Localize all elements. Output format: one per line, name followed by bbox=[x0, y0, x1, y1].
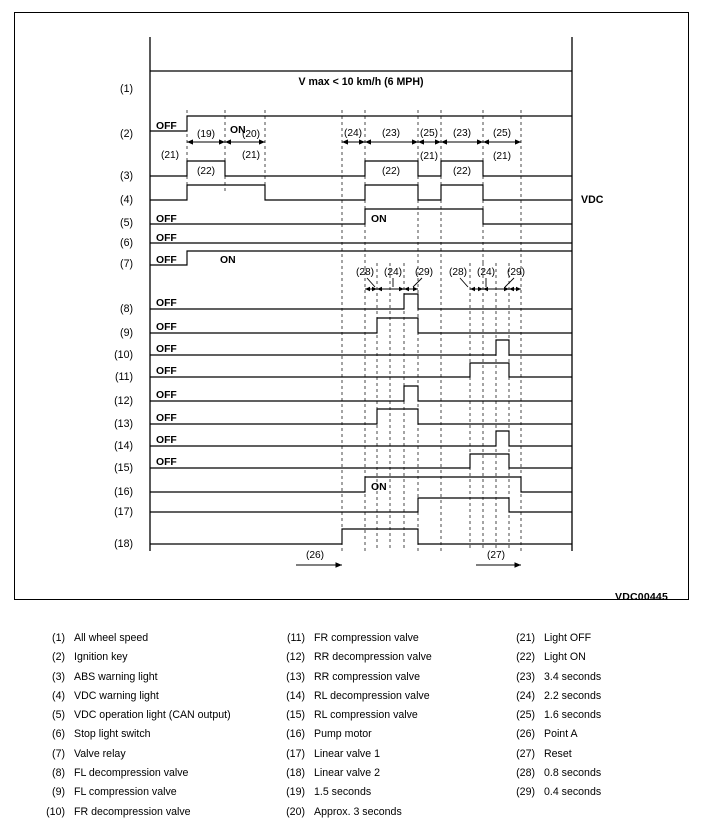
legend-number: (23) bbox=[516, 670, 535, 683]
legend-item bbox=[40, 651, 285, 670]
dimension-row-right bbox=[342, 128, 521, 145]
waveform-row-12 bbox=[150, 386, 572, 401]
row2-on-label: ON bbox=[230, 125, 246, 136]
legend-number: (21) bbox=[516, 632, 535, 644]
legend-number: (1) bbox=[52, 632, 65, 644]
row-label-14: (14) bbox=[114, 440, 133, 452]
row-label-3: (3) bbox=[120, 170, 133, 182]
legend-item bbox=[40, 806, 285, 825]
legend-text: VDC warning light bbox=[74, 689, 159, 702]
burst1-label-24: (24) bbox=[383, 267, 403, 278]
legend-number: (18) bbox=[286, 767, 305, 780]
legend-text: 1.6 seconds bbox=[544, 709, 602, 722]
legend-column-2 bbox=[280, 632, 505, 825]
row3-state-21a: (21) bbox=[160, 150, 180, 161]
legend-number: (25) bbox=[516, 709, 535, 722]
legend-column-3 bbox=[510, 632, 695, 806]
burst1-label-29: (29) bbox=[414, 267, 434, 278]
legend-item bbox=[280, 709, 505, 728]
legend-number: (10) bbox=[46, 805, 65, 818]
row3-state-21c: (21) bbox=[419, 151, 439, 162]
legend-text: 2.2 seconds bbox=[544, 689, 602, 702]
dim-label-20: (20) bbox=[241, 129, 261, 140]
legend-number: (2) bbox=[52, 651, 65, 664]
burst2-label-29: (29) bbox=[506, 267, 526, 278]
dim-label-19: (19) bbox=[196, 129, 216, 140]
legend-text: VDC operation light (CAN output) bbox=[74, 709, 231, 722]
legend-number: (20) bbox=[286, 805, 305, 818]
legend-item bbox=[280, 651, 505, 670]
legend-number: (3) bbox=[52, 670, 65, 683]
legend-text: 0.4 seconds bbox=[544, 786, 602, 799]
burst1-label-28: (28) bbox=[355, 267, 375, 278]
legend-item bbox=[40, 671, 285, 690]
dim-label-25a: (25) bbox=[419, 128, 439, 139]
legend-item bbox=[510, 632, 695, 651]
legend-item bbox=[280, 728, 505, 747]
legend-item bbox=[40, 786, 285, 805]
legend-number: (14) bbox=[286, 689, 305, 702]
legend-text: Ignition key bbox=[74, 651, 128, 664]
legend-item bbox=[40, 767, 285, 786]
legend-number: (12) bbox=[286, 651, 305, 664]
waveform-row-5 bbox=[150, 209, 572, 225]
legend-item bbox=[510, 728, 695, 747]
legend-text: RL decompression valve bbox=[314, 689, 430, 702]
legend-item bbox=[280, 632, 505, 651]
legend-number: (22) bbox=[516, 651, 535, 664]
waveform-row-14 bbox=[150, 431, 572, 446]
row3-state-21d: (21) bbox=[492, 151, 512, 162]
reset-annotation bbox=[476, 550, 521, 568]
legend-number: (7) bbox=[52, 747, 65, 760]
dimension-row-left bbox=[187, 129, 265, 145]
legend-text: FR compression valve bbox=[314, 632, 419, 644]
legend-number: (6) bbox=[52, 728, 65, 741]
waveform-row-6 bbox=[150, 233, 572, 244]
reset-label: (27) bbox=[486, 550, 506, 561]
row-label-8: (8) bbox=[120, 303, 133, 315]
dim-label-24a: (24) bbox=[343, 128, 363, 139]
legend-item bbox=[510, 651, 695, 670]
legend-number: (24) bbox=[516, 689, 535, 702]
legend-number: (26) bbox=[516, 728, 535, 741]
legend-text: Approx. 3 seconds bbox=[314, 805, 402, 818]
row-label-10: (10) bbox=[114, 349, 133, 361]
row6-off-label: OFF bbox=[156, 233, 177, 244]
dim-label-23a: (23) bbox=[381, 128, 401, 139]
legend-text: Light OFF bbox=[544, 632, 592, 644]
legend-number: (28) bbox=[516, 767, 535, 780]
legend-item bbox=[280, 671, 505, 690]
timing-chart-frame bbox=[14, 12, 689, 603]
header-vmax-note: V max < 10 km/h (6 MPH) bbox=[298, 76, 424, 88]
legend-item bbox=[280, 767, 505, 786]
burst-annotation-1 bbox=[356, 267, 433, 291]
timing-chart-svg bbox=[15, 13, 690, 601]
legend-item bbox=[40, 728, 285, 747]
legend-text: 1.5 seconds bbox=[314, 786, 372, 799]
row-label-12: (12) bbox=[114, 395, 133, 407]
row8-off-label: OFF bbox=[156, 298, 177, 309]
legend-item bbox=[280, 786, 505, 805]
legend-item bbox=[510, 671, 695, 690]
row16-on-label: ON bbox=[371, 482, 387, 493]
row5-off-label: OFF bbox=[156, 214, 177, 225]
legend-number: (27) bbox=[516, 747, 535, 760]
row5-on-label: ON bbox=[371, 214, 387, 225]
legend-text: ABS warning light bbox=[74, 670, 158, 683]
row-label-1: (1) bbox=[120, 83, 133, 95]
legend-item bbox=[280, 690, 505, 709]
row7-off-label: OFF bbox=[156, 255, 177, 266]
burst-annotation-2 bbox=[449, 267, 525, 291]
legend-item bbox=[510, 748, 695, 767]
row3-state-22a: (22) bbox=[196, 166, 216, 177]
legend-text: RR compression valve bbox=[314, 670, 420, 683]
row-label-16: (16) bbox=[114, 486, 133, 498]
legend-text: Point A bbox=[544, 728, 578, 741]
row9-off-label: OFF bbox=[156, 322, 177, 333]
dim-label-25b: (25) bbox=[492, 128, 512, 139]
legend-number: (8) bbox=[52, 767, 65, 780]
legend-item bbox=[280, 806, 505, 825]
legend-number: (5) bbox=[52, 709, 65, 722]
row-label-15: (15) bbox=[114, 462, 133, 474]
legend-number: (13) bbox=[286, 670, 305, 683]
legend-number: (19) bbox=[286, 786, 305, 799]
legend-text: RR decompression valve bbox=[314, 651, 432, 664]
vdc-side-label: VDC bbox=[581, 194, 604, 206]
row13-off-label: OFF bbox=[156, 413, 177, 424]
legend-text: Light ON bbox=[544, 651, 586, 664]
legend-number: (9) bbox=[52, 786, 65, 799]
row10-off-label: OFF bbox=[156, 344, 177, 355]
legend-number: (15) bbox=[286, 709, 305, 722]
legend-number: (11) bbox=[286, 632, 305, 644]
legend-item bbox=[40, 709, 285, 728]
point-a-label: (26) bbox=[305, 550, 325, 561]
legend-text: FL compression valve bbox=[74, 786, 177, 799]
legend-number: (29) bbox=[516, 786, 535, 799]
legend-item bbox=[510, 767, 695, 786]
waveform-row-17 bbox=[150, 498, 572, 512]
waveform-row-11 bbox=[150, 363, 572, 377]
row7-on-label: ON bbox=[220, 255, 236, 266]
legend-item bbox=[40, 748, 285, 767]
row-label-18: (18) bbox=[114, 538, 133, 550]
legend-text: Reset bbox=[544, 747, 572, 760]
legend-text: 3.4 seconds bbox=[544, 670, 602, 683]
legend-number: (17) bbox=[286, 747, 305, 760]
legend-item bbox=[510, 709, 695, 728]
legend-number: (16) bbox=[286, 728, 305, 741]
row14-off-label: OFF bbox=[156, 435, 177, 446]
row3-state-22c: (22) bbox=[452, 166, 472, 177]
legend-text: RL compression valve bbox=[314, 709, 418, 722]
legend-number: (4) bbox=[52, 689, 65, 702]
point-a-annotation bbox=[296, 550, 342, 568]
row-label-6: (6) bbox=[120, 237, 133, 249]
row-label-5: (5) bbox=[120, 217, 133, 229]
dim-label-23b: (23) bbox=[452, 128, 472, 139]
row15-off-label: OFF bbox=[156, 457, 177, 468]
figure-id-label: VDC00445 bbox=[615, 591, 668, 603]
legend-text: 0.8 seconds bbox=[544, 767, 602, 780]
legend-text: Linear valve 2 bbox=[314, 767, 380, 780]
row11-off-label: OFF bbox=[156, 366, 177, 377]
waveform-row-1 bbox=[150, 71, 572, 88]
legend-text: Valve relay bbox=[74, 747, 126, 760]
legend-item bbox=[40, 632, 285, 651]
row3-state-21b: (21) bbox=[241, 150, 261, 161]
row2-off-label: OFF bbox=[156, 121, 177, 132]
row-label-2: (2) bbox=[120, 128, 133, 140]
legend-text: Stop light switch bbox=[74, 728, 151, 741]
waveform-row-10 bbox=[150, 340, 572, 355]
waveform-row-15 bbox=[150, 454, 572, 468]
row-label-7: (7) bbox=[120, 258, 133, 270]
row3-state-22b: (22) bbox=[381, 166, 401, 177]
legend-block bbox=[14, 632, 689, 820]
legend-item bbox=[510, 690, 695, 709]
legend-text: FR decompression valve bbox=[74, 805, 191, 818]
burst2-label-28: (28) bbox=[448, 267, 468, 278]
legend-text: Pump motor bbox=[314, 728, 372, 741]
waveform-row-3 bbox=[150, 150, 572, 177]
waveform-row-4 bbox=[150, 185, 572, 200]
legend-column-1 bbox=[40, 632, 285, 825]
row-label-17: (17) bbox=[114, 506, 133, 518]
row12-off-label: OFF bbox=[156, 390, 177, 401]
legend-item bbox=[510, 786, 695, 805]
burst2-label-24: (24) bbox=[476, 267, 496, 278]
row-label-4: (4) bbox=[120, 194, 133, 206]
row-label-11: (11) bbox=[114, 371, 133, 383]
legend-text: All wheel speed bbox=[74, 632, 149, 644]
legend-item bbox=[40, 690, 285, 709]
legend-item bbox=[280, 748, 505, 767]
row-label-9: (9) bbox=[120, 327, 133, 339]
legend-text: FL decompression valve bbox=[74, 767, 189, 780]
row-label-13: (13) bbox=[114, 418, 133, 430]
legend-text: Linear valve 1 bbox=[314, 747, 380, 760]
